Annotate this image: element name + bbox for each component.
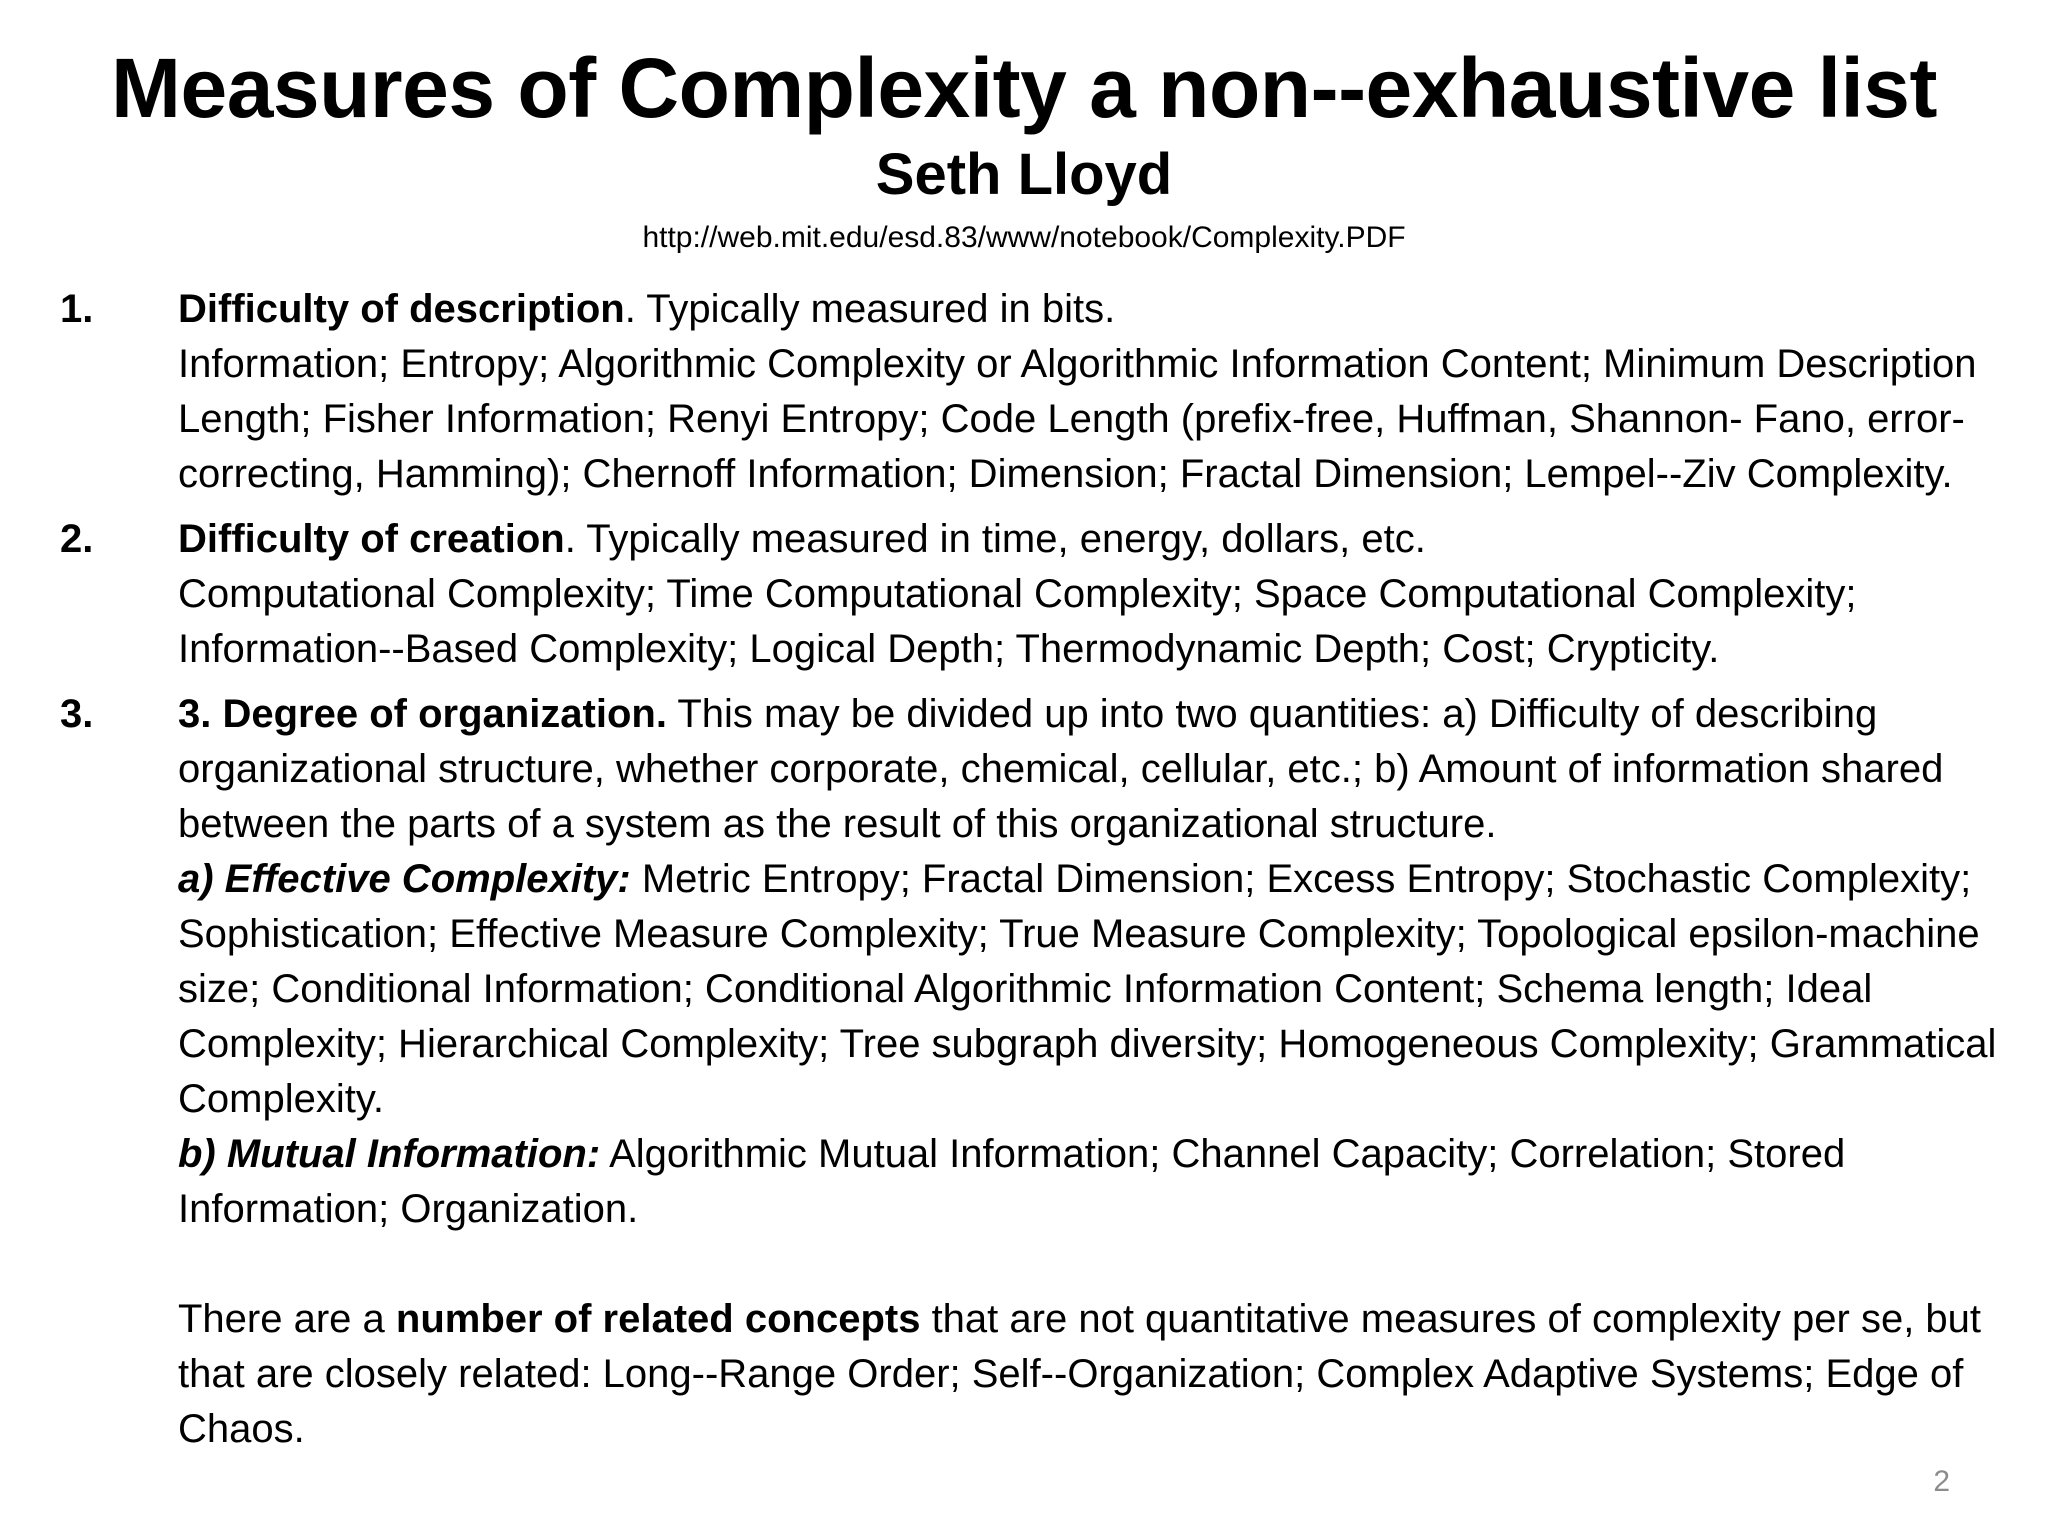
item-lead: Difficulty of description [178, 287, 625, 331]
sub-a-text: Metric Entropy; Fractal Dimension; Excess Entropy; Stochastic Complexity; Sophistication; Effective Measure Complexity; True Measure Complexity; Topological epsilon-machine size; Conditional Information; Conditional Algorithmic Information Content; Schema length; Ideal Complexity; Hierarchical Complexity; Tree subgraph diversity; Homogeneous Complexity; Grammatical Complexity. [178, 857, 1997, 1121]
item-heading [178, 282, 2020, 337]
related-post: that are not quantitative measures of complexity per se, but that are closely related: Long--Range Order; Self--Organization; Complex Adaptive Systems; Edge of Chaos. [178, 1297, 1982, 1451]
mutual-information-paragraph [178, 1127, 2020, 1237]
list-item-description [60, 282, 2020, 502]
item-lead: 3. Degree of organization. [178, 692, 667, 736]
sub-b-label: b) Mutual Information: [178, 1132, 601, 1176]
effective-complexity-paragraph [178, 852, 2020, 1127]
page-number: 2 [1933, 1465, 1950, 1498]
sub-a-label: a) Effective Complexity: [178, 857, 631, 901]
related-concepts-paragraph [178, 1292, 2020, 1457]
paragraph-spacer [178, 1237, 2020, 1292]
item-number: 3. [60, 692, 94, 736]
item-lead-rest: . Typically measured in time, energy, dollars, etc. [564, 517, 1426, 561]
item-body: Information; Entropy; Algorithmic Complexity or Algorithmic Information Content; Minimum Description Length; Fisher Information; Renyi Entropy; Code Length (prefix-free, Huffman, Shannon- Fano, error-correcting, Hamming); Chernoff Information; Dimension; Fractal Dimension; Lempel--Ziv Complexity. [178, 342, 1977, 496]
item-lead-rest: . Typically measured in bits. [624, 287, 1116, 331]
slide-title: Measures of Complexity a non--exhaustive list [111, 41, 1937, 135]
item-body: Computational Complexity; Time Computational Complexity; Space Computational Complexity; Information--Based Complexity; Logical Depth; Thermodynamic Depth; Cost; Crypticity. [178, 572, 1857, 671]
item-heading [178, 512, 2020, 567]
related-bold: number of related concepts [395, 1297, 921, 1341]
list-item-organization [60, 687, 2020, 1457]
related-pre: There are a [178, 1297, 396, 1341]
item-lead: Difficulty of creation [178, 517, 565, 561]
item-number: 2. [60, 517, 94, 561]
list-item-creation [60, 512, 2020, 677]
item-heading [178, 687, 2020, 852]
item-number: 1. [60, 287, 94, 331]
item-lead-rest: This may be divided up into two quantities: a) Difficulty of describing organizational structure, whether corporate, chemical, cellular, etc.; b) Amount of information shared between the parts of a system as the result of this organizational structure. [178, 692, 1944, 846]
source-url: http://web.mit.edu/esd.83/www/notebook/Complexity.PDF [642, 221, 1406, 254]
sub-b-text: Algorithmic Mutual Information; Channel Capacity; Correlation; Stored Information; Organization. [178, 1132, 1846, 1231]
author-name: Seth Lloyd [875, 142, 1173, 207]
measures-list [60, 282, 2020, 1467]
